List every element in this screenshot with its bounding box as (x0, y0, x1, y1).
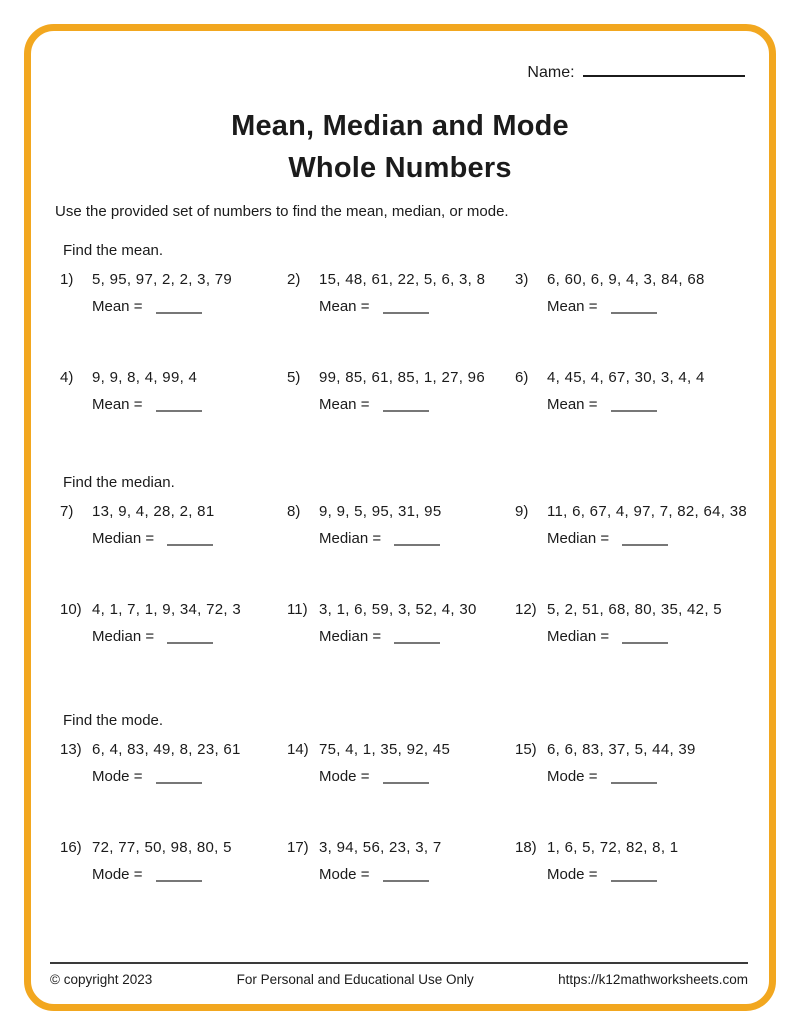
answer-blank-line (156, 769, 202, 784)
problem-number: 16) (60, 839, 82, 856)
number-set: 9, 9, 8, 4, 99, 4 (92, 369, 198, 386)
copyright-text: © copyright 2023 (50, 972, 153, 987)
answer-line (547, 293, 745, 320)
problem-item (60, 266, 287, 320)
answer-label: Mode = (319, 768, 370, 785)
answer-blank-line (394, 531, 440, 546)
number-set: 6, 60, 6, 9, 4, 3, 84, 68 (547, 271, 705, 288)
number-set: 15, 48, 61, 22, 5, 6, 3, 8 (319, 271, 486, 288)
answer-blank-line (611, 867, 657, 882)
answer-blank-line (383, 769, 429, 784)
answer-line (547, 525, 747, 552)
name-row (55, 61, 745, 81)
title-line-1: Mean, Median and Mode (231, 110, 569, 142)
number-set: 11, 6, 67, 4, 97, 7, 82, 64, 38 (547, 503, 748, 520)
number-set: 75, 4, 1, 35, 92, 45 (319, 741, 451, 758)
number-set: 13, 9, 4, 28, 2, 81 (92, 503, 215, 520)
problem-item (60, 736, 287, 790)
answer-line (92, 293, 287, 320)
answer-line (319, 293, 515, 320)
problem-item (515, 834, 745, 888)
answer-label: Mean = (547, 396, 598, 413)
problem-item (287, 596, 515, 650)
answer-line (319, 391, 515, 418)
page-title (55, 105, 745, 189)
answer-line (92, 391, 287, 418)
problem-number: 18) (515, 839, 537, 856)
number-set: 3, 1, 6, 59, 3, 52, 4, 30 (319, 601, 477, 618)
problem-number: 11) (287, 601, 308, 618)
problem-number: 12) (515, 601, 537, 618)
problem-row (55, 266, 745, 320)
problem-item (515, 266, 745, 320)
answer-blank-line (611, 299, 657, 314)
answer-label: Median = (92, 628, 155, 645)
answer-line (547, 861, 745, 888)
number-set: 72, 77, 50, 98, 80, 5 (92, 839, 232, 856)
answer-label: Mean = (319, 396, 370, 413)
answer-label: Mode = (547, 768, 598, 785)
problem-item (60, 364, 287, 418)
answer-label: Median = (547, 530, 610, 547)
problem-number: 5) (287, 369, 301, 386)
problem-number: 14) (287, 741, 309, 758)
answer-line (547, 391, 745, 418)
answer-blank-line (611, 769, 657, 784)
answer-line (319, 763, 515, 790)
answer-blank-line (383, 867, 429, 882)
problem-number: 17) (287, 839, 309, 856)
answer-blank-line (383, 299, 429, 314)
answer-line (319, 861, 515, 888)
answer-label: Median = (319, 628, 382, 645)
answer-label: Mode = (92, 768, 143, 785)
answer-blank-line (394, 629, 440, 644)
problem-row (55, 736, 745, 790)
problem-row (55, 834, 745, 888)
number-set: 1, 6, 5, 72, 82, 8, 1 (547, 839, 679, 856)
answer-line (319, 623, 515, 650)
number-set: 3, 94, 56, 23, 3, 7 (319, 839, 442, 856)
instruction-text: Use the provided set of numbers to find the mean, median, or mode. (55, 203, 509, 220)
problem-number: 1) (60, 271, 74, 288)
number-set: 5, 2, 51, 68, 80, 35, 42, 5 (547, 601, 722, 618)
answer-line (319, 525, 515, 552)
footer (50, 962, 748, 987)
section-header-mean: Find the mean. (63, 242, 164, 259)
section-header-mode: Find the mode. (63, 712, 164, 729)
problem-item (287, 736, 515, 790)
problem-item (515, 736, 745, 790)
answer-label: Mean = (92, 298, 143, 315)
answer-line (92, 525, 287, 552)
answer-label: Mode = (319, 866, 370, 883)
section-header-median: Find the median. (63, 474, 175, 491)
problem-item (515, 364, 745, 418)
worksheet-content (55, 55, 748, 888)
answer-label: Mode = (92, 866, 143, 883)
problem-item (287, 498, 515, 552)
answer-line (547, 623, 745, 650)
answer-blank-line (622, 629, 668, 644)
usage-text: For Personal and Educational Use Only (236, 972, 474, 987)
problem-number: 10) (60, 601, 82, 618)
number-set: 4, 1, 7, 1, 9, 34, 72, 3 (92, 601, 241, 618)
answer-label: Median = (547, 628, 610, 645)
answer-blank-line (611, 397, 657, 412)
answer-label: Median = (92, 530, 155, 547)
problem-item (60, 834, 287, 888)
answer-blank-line (622, 531, 668, 546)
problem-number: 2) (287, 271, 301, 288)
problem-row (55, 498, 748, 552)
answer-blank-line (156, 299, 202, 314)
answer-blank-line (167, 629, 213, 644)
problem-number: 3) (515, 271, 529, 288)
answer-blank-line (167, 531, 213, 546)
answer-label: Median = (319, 530, 382, 547)
problem-item (515, 596, 745, 650)
problem-number: 4) (60, 369, 74, 386)
problem-number: 9) (515, 503, 529, 520)
problem-number: 13) (60, 741, 82, 758)
problem-row (55, 364, 745, 418)
name-blank-line (583, 61, 745, 77)
number-set: 6, 4, 83, 49, 8, 23, 61 (92, 741, 241, 758)
problem-number: 15) (515, 741, 537, 758)
answer-line (547, 763, 745, 790)
problem-item (287, 364, 515, 418)
answer-label: Mode = (547, 866, 598, 883)
problem-number: 8) (287, 503, 301, 520)
answer-line (92, 861, 287, 888)
number-set: 5, 95, 97, 2, 2, 3, 79 (92, 271, 233, 288)
problem-number: 6) (515, 369, 529, 386)
answer-label: Mean = (319, 298, 370, 315)
answer-blank-line (156, 867, 202, 882)
answer-line (92, 623, 287, 650)
answer-blank-line (383, 397, 429, 412)
problem-item (287, 834, 515, 888)
problem-item (60, 596, 287, 650)
answer-line (92, 763, 287, 790)
number-set: 6, 6, 83, 37, 5, 44, 39 (547, 741, 696, 758)
title-line-2: Whole Numbers (288, 152, 512, 184)
answer-label: Mean = (92, 396, 143, 413)
problem-item (287, 266, 515, 320)
problem-number: 7) (60, 503, 74, 520)
problem-item (60, 498, 287, 552)
number-set: 4, 45, 4, 67, 30, 3, 4, 4 (547, 369, 705, 386)
name-label: Name: (527, 64, 575, 81)
answer-blank-line (156, 397, 202, 412)
number-set: 99, 85, 61, 85, 1, 27, 96 (319, 369, 485, 386)
answer-label: Mean = (547, 298, 598, 315)
website-link[interactable]: https://k12mathworksheets.com (558, 972, 748, 987)
problem-row (55, 596, 745, 650)
problem-item (515, 498, 747, 552)
number-set: 9, 9, 5, 95, 31, 95 (319, 503, 442, 520)
